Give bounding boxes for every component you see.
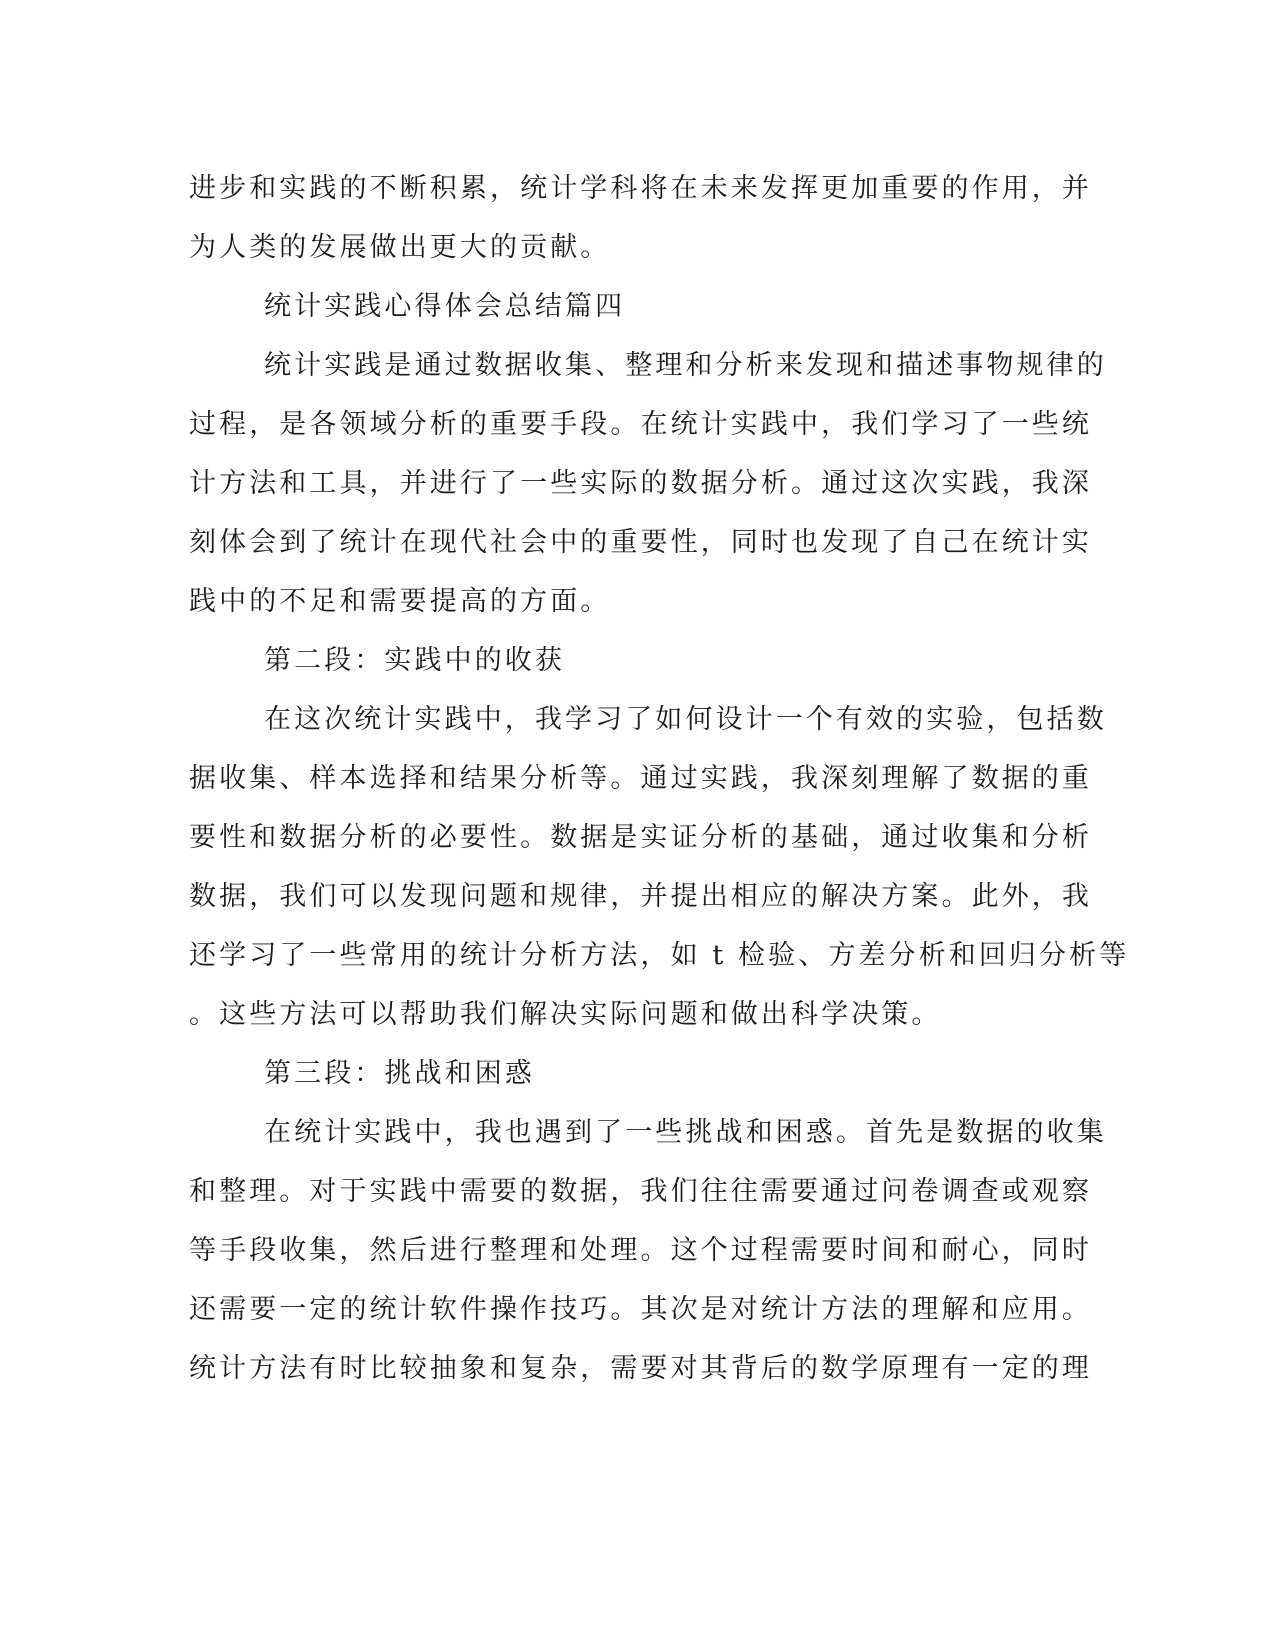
text-line: 。这些方法可以帮助我们解决实际问题和做出科学决策。	[189, 999, 942, 1030]
section-heading: 第三段：挑战和困惑	[264, 1058, 535, 1089]
text-line: 数据，我们可以发现问题和规律，并提出相应的解决方案。此外，我	[189, 881, 1092, 912]
text-line: 为人类的发展做出更大的贡献。	[189, 232, 611, 263]
text-line: 等手段收集，然后进行整理和处理。这个过程需要时间和耐心，同时	[189, 1235, 1092, 1266]
text-line: 刻体会到了统计在现代社会中的重要性，同时也发现了自己在统计实	[189, 527, 1092, 558]
text-line: 进步和实践的不断积累，统计学科将在未来发挥更加重要的作用，并	[189, 173, 1092, 204]
text-line: 和整理。对于实践中需要的数据，我们往往需要通过问卷调查或观察	[189, 1176, 1092, 1207]
text-line: 计方法和工具，并进行了一些实际的数据分析。通过这次实践，我深	[189, 468, 1092, 499]
text-line: 据收集、样本选择和结果分析等。通过实践，我深刻理解了数据的重	[189, 763, 1092, 794]
section-heading: 统计实践心得体会总结篇四	[264, 291, 626, 322]
text-line: 还学习了一些常用的统计分析方法，如 t 检验、方差分析和回归分析等	[189, 940, 1130, 971]
text-line: 要性和数据分析的必要性。数据是实证分析的基础，通过收集和分析	[189, 822, 1092, 853]
text-line: 过程，是各领域分析的重要手段。在统计实践中，我们学习了一些统	[189, 409, 1092, 440]
text-line: 在统计实践中，我也遇到了一些挑战和困惑。首先是数据的收集	[264, 1117, 1107, 1148]
text-line: 统计实践是通过数据收集、整理和分析来发现和描述事物规律的	[264, 350, 1107, 381]
text-line: 还需要一定的统计软件操作技巧。其次是对统计方法的理解和应用。	[189, 1294, 1092, 1325]
section-heading: 第二段：实践中的收获	[264, 645, 565, 676]
text-line: 在这次统计实践中，我学习了如何设计一个有效的实验，包括数	[264, 704, 1107, 735]
text-line: 统计方法有时比较抽象和复杂，需要对其背后的数学原理有一定的理	[189, 1353, 1092, 1384]
text-line: 践中的不足和需要提高的方面。	[189, 586, 611, 617]
